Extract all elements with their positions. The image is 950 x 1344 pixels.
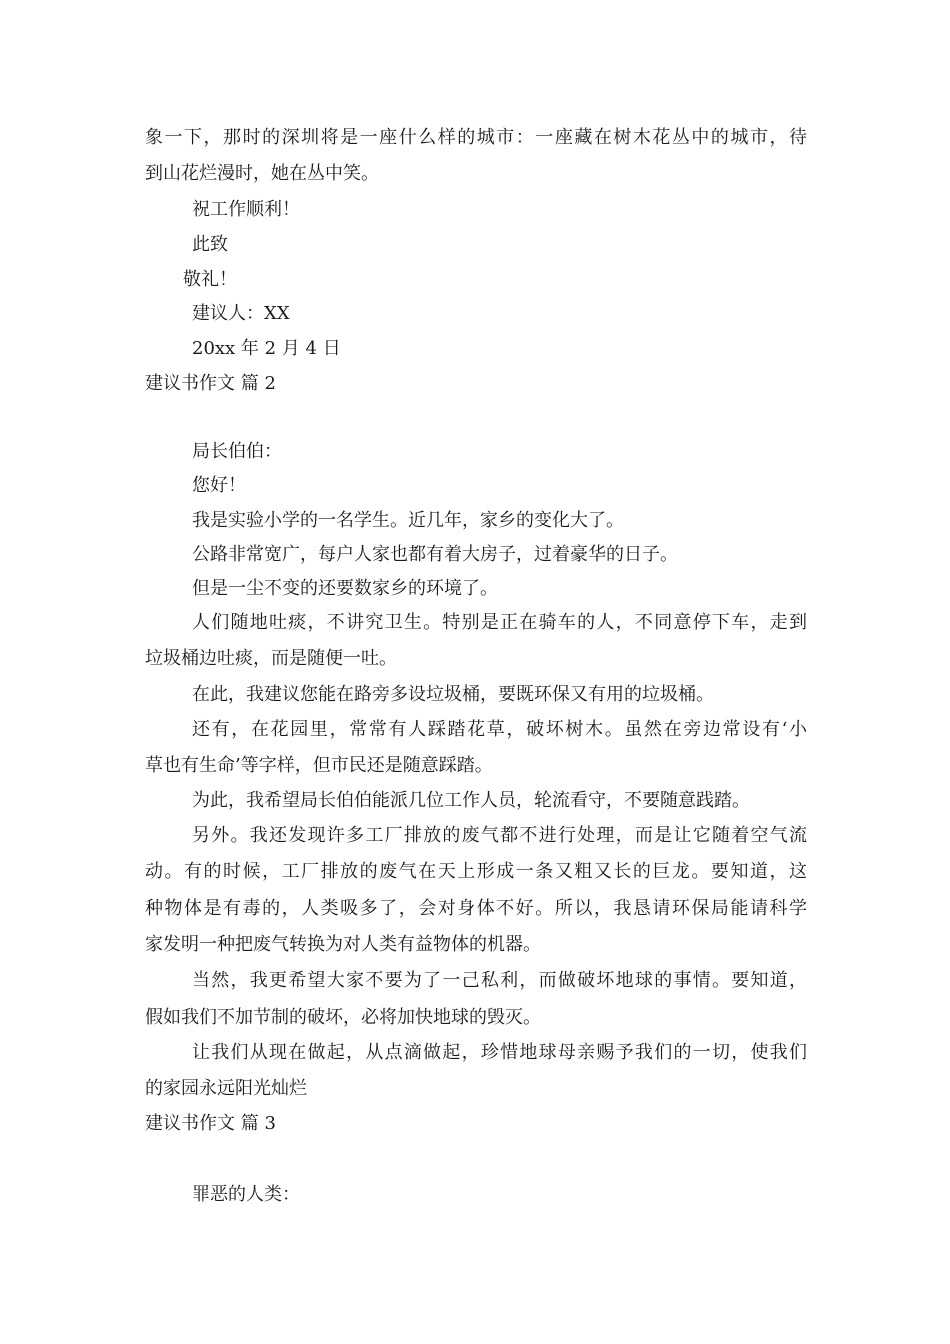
paragraph-line: 为此，我希望局长伯伯能派几位工作人员，轮流看守，不要随意践踏。: [192, 790, 750, 811]
closing-salute: 敬礼！: [183, 269, 237, 290]
closing-wish: 祝工作顺利！: [192, 199, 300, 220]
paragraph-line: 我是实验小学的一名学生。近几年，家乡的变化大了。: [192, 510, 624, 531]
paragraph-line: 草也有生命’等字样，但市民还是随意踩踏。: [145, 755, 493, 776]
paragraph-line: 种物体是有毒的，人类吸多了，会对身体不好。所以，我恳请环保局能请科学: [145, 898, 807, 919]
greeting: 局长伯伯：: [192, 441, 282, 462]
greeting: 罪恶的人类：: [192, 1184, 300, 1205]
paragraph-line: 人们随地吐痰，不讲究卫生。特别是正在骑车的人，不同意停下车，走到: [192, 612, 807, 633]
paragraph-line: 的家园永远阳光灿烂: [145, 1078, 307, 1099]
paragraph-line: 到山花烂漫时，她在丛中笑。: [145, 163, 379, 184]
paragraph-line: 家发明一种把废气转换为对人类有益物体的机器。: [145, 934, 541, 955]
signer: 建议人：XX: [192, 303, 290, 324]
closing-zhici: 此致: [192, 234, 228, 255]
paragraph-line: 另外。我还发现许多工厂排放的废气都不进行处理，而是让它随着空气流: [192, 825, 807, 846]
paragraph-line: 假如我们不加节制的破坏，必将加快地球的毁灭。: [145, 1007, 541, 1028]
paragraph-line: 让我们从现在做起，从点滴做起，珍惜地球母亲赐予我们的一切，使我们: [192, 1042, 807, 1063]
hello-line: 您好！: [192, 475, 246, 496]
paragraph-line: 动。有的时候，工厂排放的废气在天上形成一条又粗又长的巨龙。要知道，这: [145, 861, 807, 882]
paragraph-line: 象一下，那时的深圳将是一座什么样的城市：一座藏在树木花丛中的城市，待: [145, 127, 807, 148]
paragraph-line: 但是一尘不变的还要数家乡的环境了。: [192, 578, 498, 599]
paragraph-line: 公路非常宽广，每户人家也都有着大房子，过着豪华的日子。: [192, 544, 678, 565]
paragraph-line: 垃圾桶边吐痰，而是随便一吐。: [145, 648, 397, 669]
date: 20xx 年 2 月 4 日: [192, 338, 341, 359]
paragraph-line: 还有，在花园里，常常有人踩踏花草，破坏树木。虽然在旁边常设有‘小: [192, 719, 807, 740]
section-heading: 建议书作文 篇 2: [145, 373, 276, 394]
section-heading: 建议书作文 篇 3: [145, 1113, 276, 1134]
paragraph-line: 当然，我更希望大家不要为了一己私利，而做破坏地球的事情。要知道，: [192, 970, 807, 991]
paragraph-line: 在此，我建议您能在路旁多设垃圾桶，要既环保又有用的垃圾桶。: [192, 684, 714, 705]
